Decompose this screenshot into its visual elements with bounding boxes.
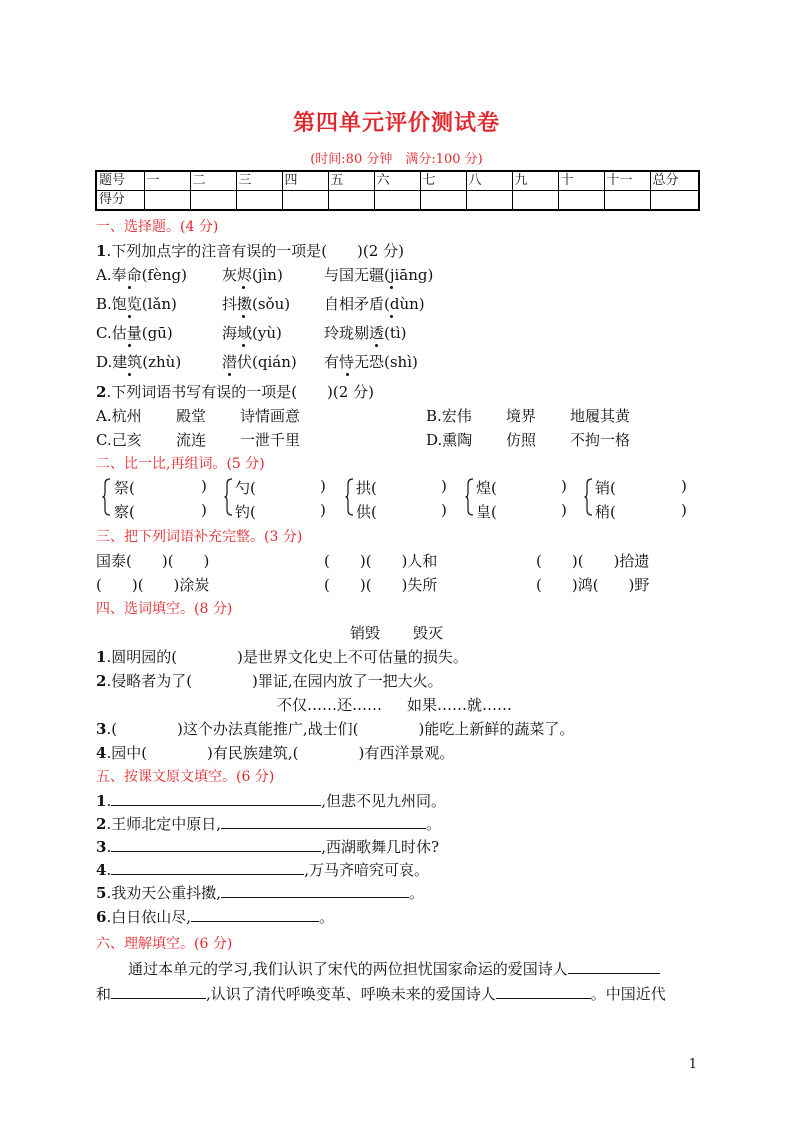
score-cell: 题号 — [96, 171, 144, 191]
score-cell: 八 — [466, 171, 512, 191]
score-cell: 五 — [328, 171, 374, 191]
answer-blank[interactable] — [111, 837, 321, 852]
score-input-cell[interactable] — [282, 191, 328, 211]
close-paren: ) — [320, 501, 326, 519]
close-paren: ) — [320, 477, 326, 495]
word-choice: 毁灭 — [413, 624, 444, 642]
idiom-fill: ( )( )人和 — [324, 552, 438, 570]
emphasis-dot — [128, 373, 131, 376]
brace-icon — [465, 478, 474, 516]
close-paren: ) — [681, 501, 687, 519]
word-choice: 如果……就…… — [407, 696, 513, 714]
score-input-cell[interactable] — [512, 191, 558, 211]
emphasis-dot — [346, 373, 349, 376]
close-paren: ) — [681, 477, 687, 495]
page-title: 第四单元评价测试卷 — [292, 110, 500, 136]
section-heading: 六、理解填空。(6 分) — [96, 936, 233, 952]
score-cell: 三 — [236, 171, 282, 191]
q2-option-c-item: 流连 — [176, 431, 207, 449]
score-input-cell[interactable] — [466, 191, 512, 211]
score-input-cell[interactable] — [420, 191, 466, 211]
poem-fill: 2.王师北定中原日, 。 — [96, 815, 441, 833]
pair-item: 钓( — [235, 503, 256, 521]
score-cell: 总分 — [650, 171, 699, 191]
score-input-cell[interactable] — [144, 191, 190, 211]
score-cell: 十一 — [604, 171, 650, 191]
close-paren: ) — [441, 501, 447, 519]
q2-option-b: B.宏伟 — [426, 407, 472, 425]
emphasis-dot — [128, 286, 131, 289]
idiom-fill: 国泰( )( ) — [96, 552, 210, 570]
score-cell: 九 — [512, 171, 558, 191]
option-d: D.建筑(zhù) — [96, 353, 182, 371]
q2-option-d-item: 不拘一格 — [570, 431, 631, 449]
q2-option-a-item: 殿堂 — [176, 407, 207, 425]
q2-option-c-item: 一泄千里 — [240, 431, 301, 449]
question-2: 2.下列词语书写有误的一项是( )(2 分) — [96, 383, 374, 401]
score-cell: 六 — [374, 171, 420, 191]
brace-icon — [584, 478, 593, 516]
option-a-item: 与国无疆(jiāng) — [324, 266, 434, 284]
option-b-item: 自相矛盾(dùn) — [324, 295, 425, 313]
pair-item: 销( — [595, 479, 616, 497]
score-input-cell[interactable] — [236, 191, 282, 211]
option-c-item: 海域(yù) — [222, 324, 282, 342]
emphasis-dot — [242, 315, 245, 318]
score-cell: 二 — [190, 171, 236, 191]
answer-blank[interactable] — [221, 883, 409, 898]
answer-blank[interactable] — [496, 984, 591, 999]
q2-option-c: C.己亥 — [96, 431, 142, 449]
fill-question: 3.( )这个办法真能推广,战士们( )能吃上新鲜的蔬菜了。 — [96, 720, 575, 738]
option-a-item: 灰烬(jìn) — [222, 266, 283, 284]
option-b: B.饱览(lǎn) — [96, 295, 177, 313]
emphasis-dot — [242, 286, 245, 289]
score-input-cell[interactable] — [650, 191, 699, 211]
section-heading: 二、比一比,再组词。(5 分) — [96, 456, 265, 472]
close-paren: ) — [441, 477, 447, 495]
poem-fill: 1. ,但悲不见九州同。 — [96, 792, 446, 810]
section-heading: 一、选择题。(4 分) — [96, 219, 219, 235]
option-c-item: 玲珑剔透(tì) — [324, 324, 407, 342]
close-paren: ) — [561, 477, 567, 495]
pair-item: 皇( — [476, 503, 497, 521]
answer-blank[interactable] — [191, 907, 319, 922]
option-c: C.估量(gū) — [96, 324, 173, 342]
section-heading: 四、选词填空。(8 分) — [96, 601, 233, 617]
close-paren: ) — [201, 501, 207, 519]
emphasis-dot — [390, 286, 393, 289]
question-1: 1.下列加点字的注音有误的一项是( )(2 分) — [96, 242, 404, 260]
pair-item: 勺( — [235, 479, 256, 497]
word-choice: 销毁 — [350, 624, 381, 642]
brace-icon — [102, 478, 111, 516]
score-cell: 七 — [420, 171, 466, 191]
answer-blank[interactable] — [111, 984, 206, 999]
score-cell: 一 — [144, 171, 190, 191]
pair-item: 稍( — [595, 503, 616, 521]
paragraph-line: 和 ,认识了清代呼唤变革、呼唤未来的爱国诗人 。中国近代 — [96, 985, 666, 1003]
section-heading: 五、按课文原文填空。(6 分) — [96, 769, 275, 785]
pair-item: 察( — [114, 503, 135, 521]
poem-fill: 3. ,西湖歌舞几时休? — [96, 838, 440, 856]
emphasis-dot — [375, 344, 378, 347]
q2-option-b-item: 地履其黄 — [570, 407, 631, 425]
score-input-cell[interactable] — [604, 191, 650, 211]
score-cell: 得分 — [96, 191, 144, 211]
score-table — [95, 170, 700, 211]
q2-option-b-item: 境界 — [506, 407, 537, 425]
poem-fill: 5.我劝天公重抖擞, 。 — [96, 884, 424, 902]
brace-icon — [224, 478, 233, 516]
score-table-score-row — [96, 191, 699, 211]
paragraph-line: 通过本单元的学习,我们认识了宋代的两位担忧国家命运的爱国诗人 — [128, 958, 660, 979]
pair-item: 煌( — [476, 479, 497, 497]
idiom-fill: ( )( )失所 — [324, 576, 438, 594]
q2-option-d-item: 仿照 — [506, 431, 537, 449]
q2-option-d: D.熏陶 — [426, 431, 473, 449]
fill-question: 2.侵略者为了( )罪证,在园内放了一把大火。 — [96, 672, 443, 690]
answer-blank[interactable] — [111, 860, 304, 875]
brace-icon — [345, 478, 354, 516]
idiom-fill: ( )( )拾遗 — [536, 552, 650, 570]
close-paren: ) — [201, 477, 207, 495]
exam-info: (时间:80 分钟 满分:100 分) — [310, 152, 483, 167]
answer-blank[interactable] — [221, 814, 426, 829]
poem-fill: 4. ,万马齐喑究可哀。 — [96, 861, 429, 879]
word-choice: 不仅……还…… — [277, 696, 383, 714]
fill-question: 4.园中( )有民族建筑,( )有西洋景观。 — [96, 744, 455, 762]
option-a: A.奉命(fèng) — [96, 266, 188, 284]
score-input-cell[interactable] — [190, 191, 236, 211]
fill-question: 1.圆明园的( )是世界文化史上不可估量的损失。 — [96, 648, 468, 666]
close-paren: ) — [561, 501, 567, 519]
score-cell: 四 — [282, 171, 328, 191]
page-number: 1 — [688, 1057, 697, 1072]
score-table-header-row — [96, 171, 699, 191]
idiom-fill: ( )( )涂炭 — [96, 576, 210, 594]
score-input-cell[interactable] — [328, 191, 374, 211]
answer-blank[interactable] — [111, 791, 321, 806]
option-b-item: 抖擞(sǒu) — [222, 295, 291, 313]
section-heading: 三、把下列词语补充完整。(3 分) — [96, 529, 303, 545]
q2-option-a: A.杭州 — [96, 407, 142, 425]
idiom-fill: ( )鸿( )野 — [536, 576, 650, 594]
emphasis-dot — [228, 373, 231, 376]
score-input-cell[interactable] — [374, 191, 420, 211]
answer-blank[interactable] — [568, 959, 660, 974]
q2-option-a-item: 诗情画意 — [240, 407, 301, 425]
emphasis-dot — [242, 344, 245, 347]
option-d-item: 有恃无恐(shì) — [324, 353, 418, 371]
poem-fill: 6.白日依山尽, 。 — [96, 908, 334, 926]
emphasis-dot — [128, 315, 131, 318]
option-d-item: 潜伏(qián) — [222, 353, 297, 371]
emphasis-dot — [128, 344, 131, 347]
emphasis-dot — [390, 315, 393, 318]
score-cell: 十 — [558, 171, 604, 191]
score-input-cell[interactable] — [558, 191, 604, 211]
pair-item: 供( — [356, 503, 377, 521]
pair-item: 祭( — [114, 479, 135, 497]
pair-item: 拱( — [356, 479, 377, 497]
